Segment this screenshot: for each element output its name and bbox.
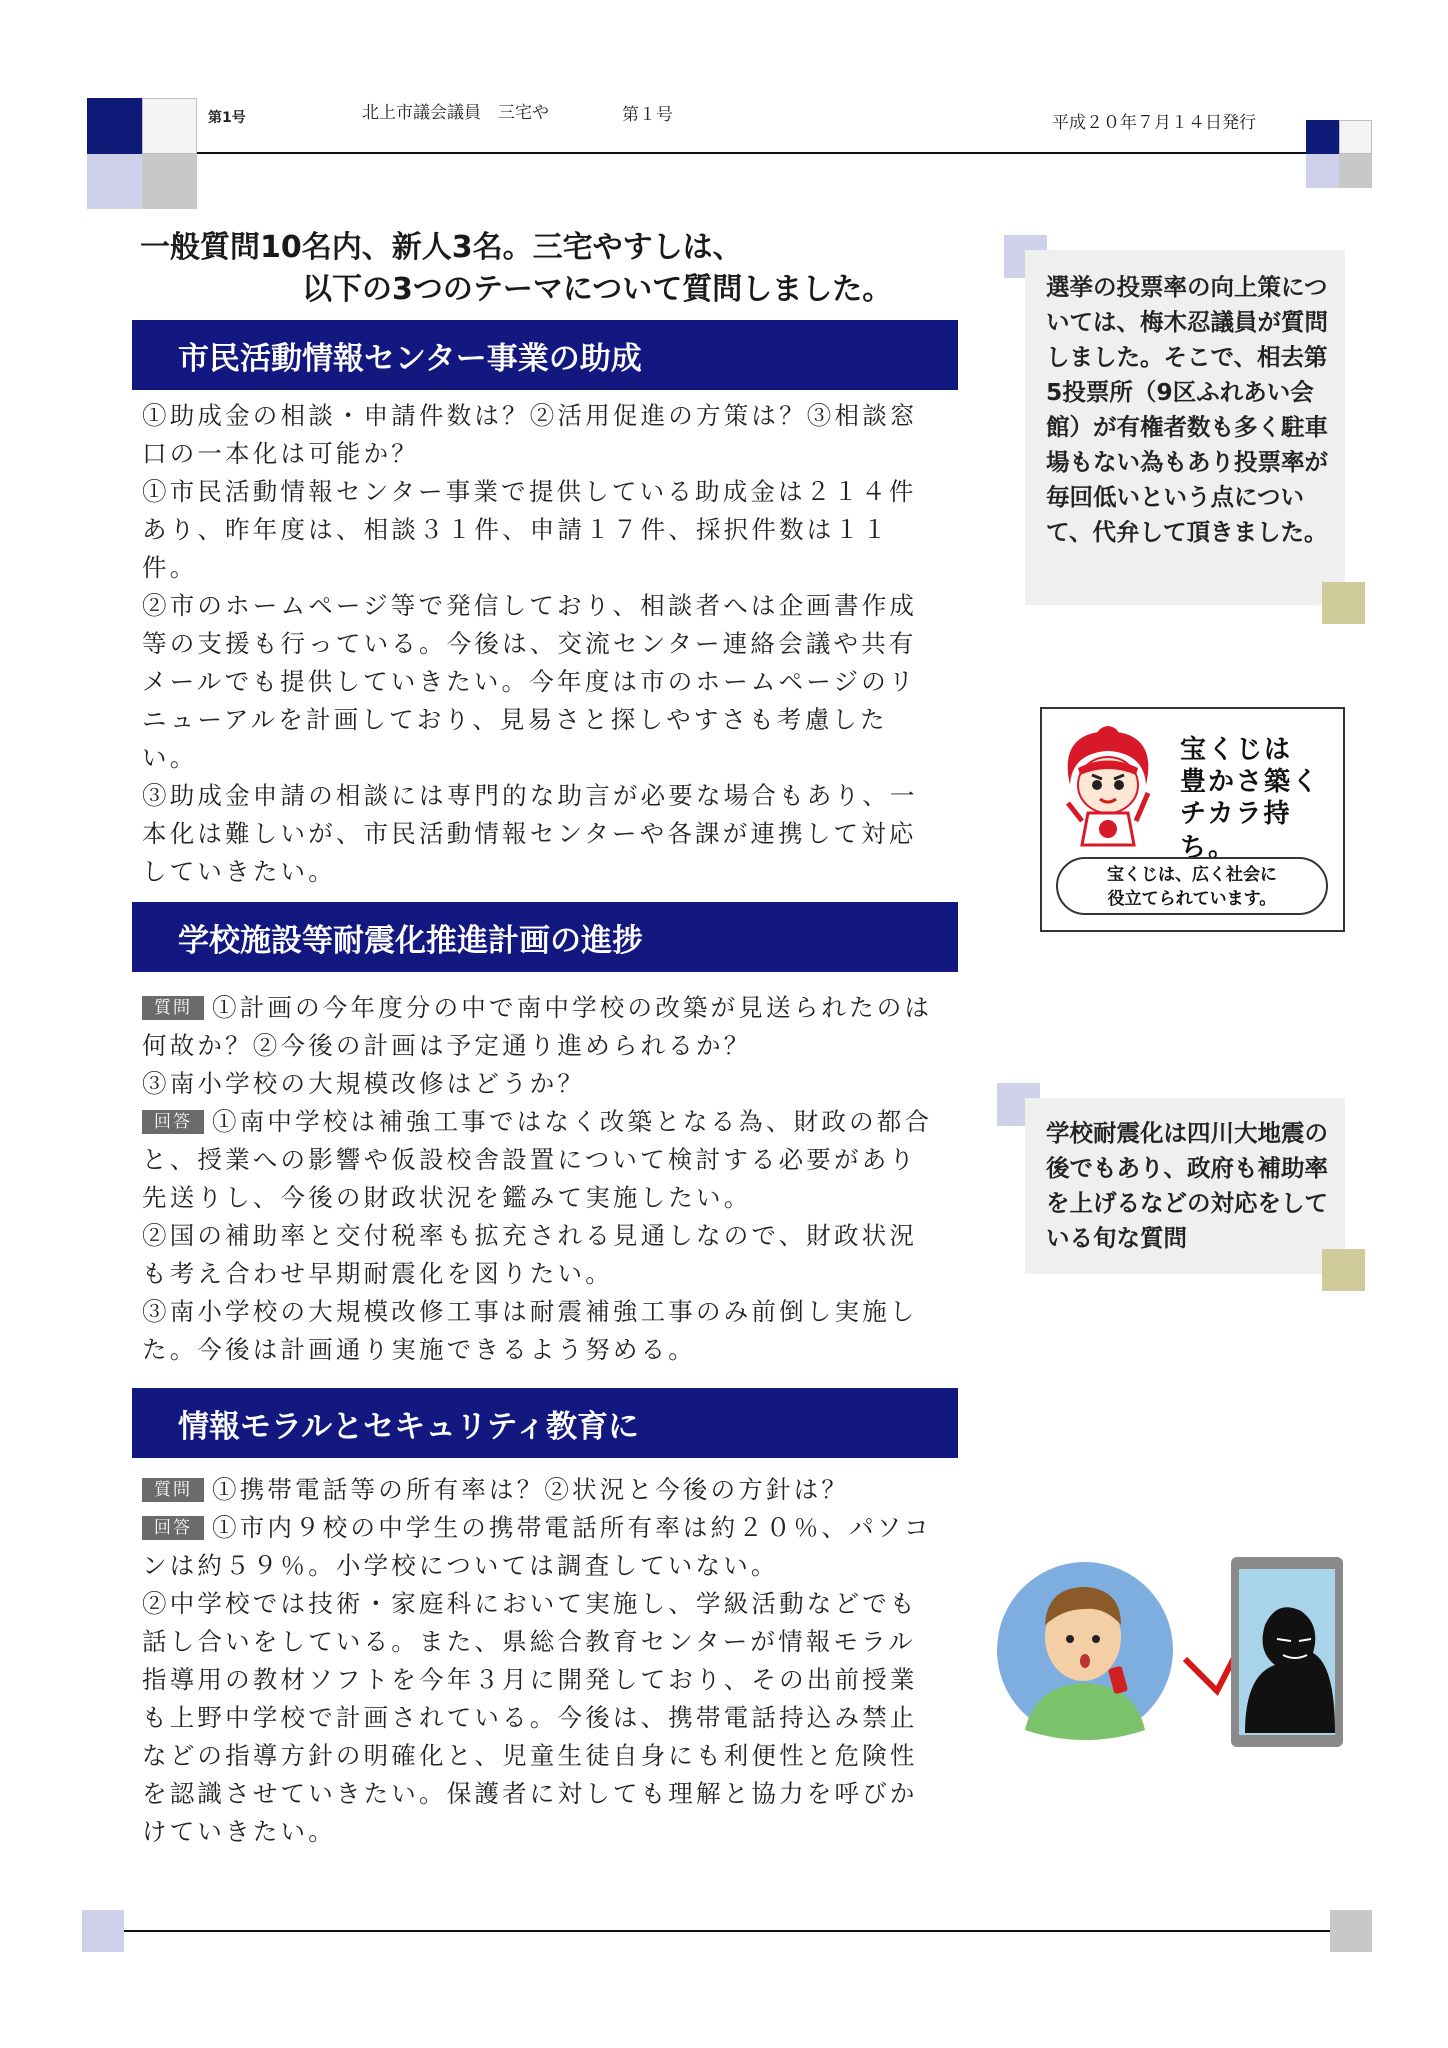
question-tag: 質問 bbox=[142, 1478, 204, 1502]
section-2-question-cont: ③南小学校の大規模改修はどうか？ bbox=[142, 1069, 586, 1098]
intro-line-1: 一般質問10名内、新人3名。三宅やすしは、 bbox=[140, 230, 743, 265]
corner-square-navy-right bbox=[1306, 120, 1339, 154]
issue-number-left: 第1号 bbox=[208, 110, 246, 126]
corner-square-lavender bbox=[87, 154, 142, 209]
question-tag: 質問 bbox=[142, 996, 204, 1020]
section-1-body bbox=[142, 397, 942, 891]
section-3-answer-para bbox=[142, 1509, 942, 1585]
corner-square-gray bbox=[142, 154, 197, 209]
section-2-answer-3: ③南小学校の大規模改修工事は耐震補強工事のみ前倒し実施した。今後は計画通り実施できるよう努める。 bbox=[142, 1297, 918, 1364]
section-3-question: ①携帯電話等の所有率は？②状況と今後の方針は？ bbox=[212, 1475, 850, 1504]
header-rule bbox=[197, 152, 1306, 154]
section-3-answer: ①市内９校の中学生の携帯電話所有率は約２０％、パソコンは約５９％。小学校については調査していない。 bbox=[142, 1513, 932, 1580]
section-2-answer-2: ②国の補助率と交付税率も拡充される見通しなので、財政状況も考え合わせ早期耐震化を図りたい。 bbox=[142, 1221, 918, 1288]
corner-square-lavender-right bbox=[1306, 154, 1339, 188]
intro-line-2: 以下の3つのテーマについて質問しました。 bbox=[302, 272, 893, 307]
phone-safety-illustration bbox=[995, 1555, 1345, 1750]
corner-square-navy bbox=[87, 98, 142, 154]
section-2-body bbox=[142, 989, 942, 1369]
answer-tag: 回答 bbox=[142, 1110, 204, 1134]
lottery-ad bbox=[1040, 707, 1345, 932]
section-2-title: 学校施設等耐震化推進計画の進捗 bbox=[132, 902, 958, 972]
answer-tag: 回答 bbox=[142, 1516, 204, 1540]
section-2-question: ①計画の今年度分の中で南中学校の改築が見送られたのは何故か？②今後の計画は予定通り進められるか？ bbox=[142, 993, 933, 1060]
issue-number-center: 第１号 bbox=[622, 105, 673, 125]
lottery-subtext-line-2: 役立てられています。 bbox=[1107, 889, 1277, 909]
note-1-text: 選挙の投票率の向上策については、梅木忍議員が質問しました。そこで、相去第5投票所（9区ふれあい会館）が有権者数も多く駐車場もない為もあり投票率が毎回低いという点について、代弁して頂きました。 bbox=[1046, 273, 1328, 546]
corner-square-white-right bbox=[1339, 120, 1372, 154]
corner-square-white bbox=[142, 98, 197, 154]
footer-rule bbox=[124, 1930, 1330, 1932]
section-2-answer: ①南中学校は補強工事ではなく改築となる為、財政の都合と、授業への影響や仮設校舎設置について検討する必要があり先送りし、今後の財政状況を鑑みて実施したい。 bbox=[142, 1107, 933, 1212]
note-1-square-olive bbox=[1322, 582, 1365, 624]
note-2-text: 学校耐震化は四川大地震の後でもあり、政府も補助率を上げるなどの対応をしている旬な質問 bbox=[1046, 1119, 1328, 1252]
section-1-question: ①助成金の相談・申請件数は？②活用促進の方策は？③相談窓口の一本化は可能か？ bbox=[142, 401, 918, 468]
section-1-answer-2: ②市のホームページ等で発信しており、相談者へは企画書作成等の支援も行っている。今後は、交流センター連絡会議や共有メールでも提供していきたい。今年度は市のホームページのリニューアルを計画しており、見易さと探しやすさも考慮したい。 bbox=[142, 591, 918, 772]
section-1-answer-3: ③助成金申請の相談には専門的な助言が必要な場合もあり、一本化は難しいが、市民活動情報センターや各課が連携して対応していきたい。 bbox=[142, 781, 918, 886]
lottery-subtext bbox=[1056, 857, 1328, 915]
section-3-question-para bbox=[142, 1471, 942, 1509]
lottery-subtext-line-1: 宝くじは、広く社会に bbox=[1107, 865, 1277, 885]
footer-square-lavender bbox=[82, 1910, 124, 1952]
section-2-answer-para bbox=[142, 1103, 942, 1217]
lottery-slogan-line-3: チカラ持ち。 bbox=[1180, 799, 1292, 863]
corner-square-gray-right bbox=[1339, 154, 1372, 188]
section-2-question-para bbox=[142, 989, 942, 1065]
lottery-slogan-line-2: 豊かさ築く bbox=[1180, 767, 1321, 797]
section-3-title: 情報モラルとセキュリティ教育に bbox=[132, 1388, 958, 1458]
section-3-body bbox=[142, 1471, 942, 1851]
author-name: 北上市議会議員 三宅や bbox=[362, 103, 549, 123]
lottery-slogan-line-1: 宝くじは bbox=[1180, 735, 1293, 765]
lottery-mascot-icon bbox=[1048, 723, 1168, 853]
issue-date: 平成２０年７月１４日発行 bbox=[1052, 113, 1256, 133]
section-3-answer-2: ②中学校では技術・家庭科において実施し、学級活動などでも話し合いをしている。また、県総合教育センターが情報モラル指導用の教材ソフトを今年３月に開発しており、その出前授業も上野中学校で計画されている。今後は、携帯電話持込み禁止などの指導方針の明確化と、児童生徒自身にも利便性と危険性を認識させていきたい。保護者に対しても理解と協力を呼びかけていきたい。 bbox=[142, 1589, 918, 1846]
section-1-answer-1: ①市民活動情報センター事業で提供している助成金は２１４件あり、昨年度は、相談３１件、申請１７件、採択件数は１１件。 bbox=[142, 477, 917, 582]
footer-square-gray bbox=[1330, 1910, 1372, 1952]
section-1-title: 市民活動情報センター事業の助成 bbox=[132, 320, 958, 390]
